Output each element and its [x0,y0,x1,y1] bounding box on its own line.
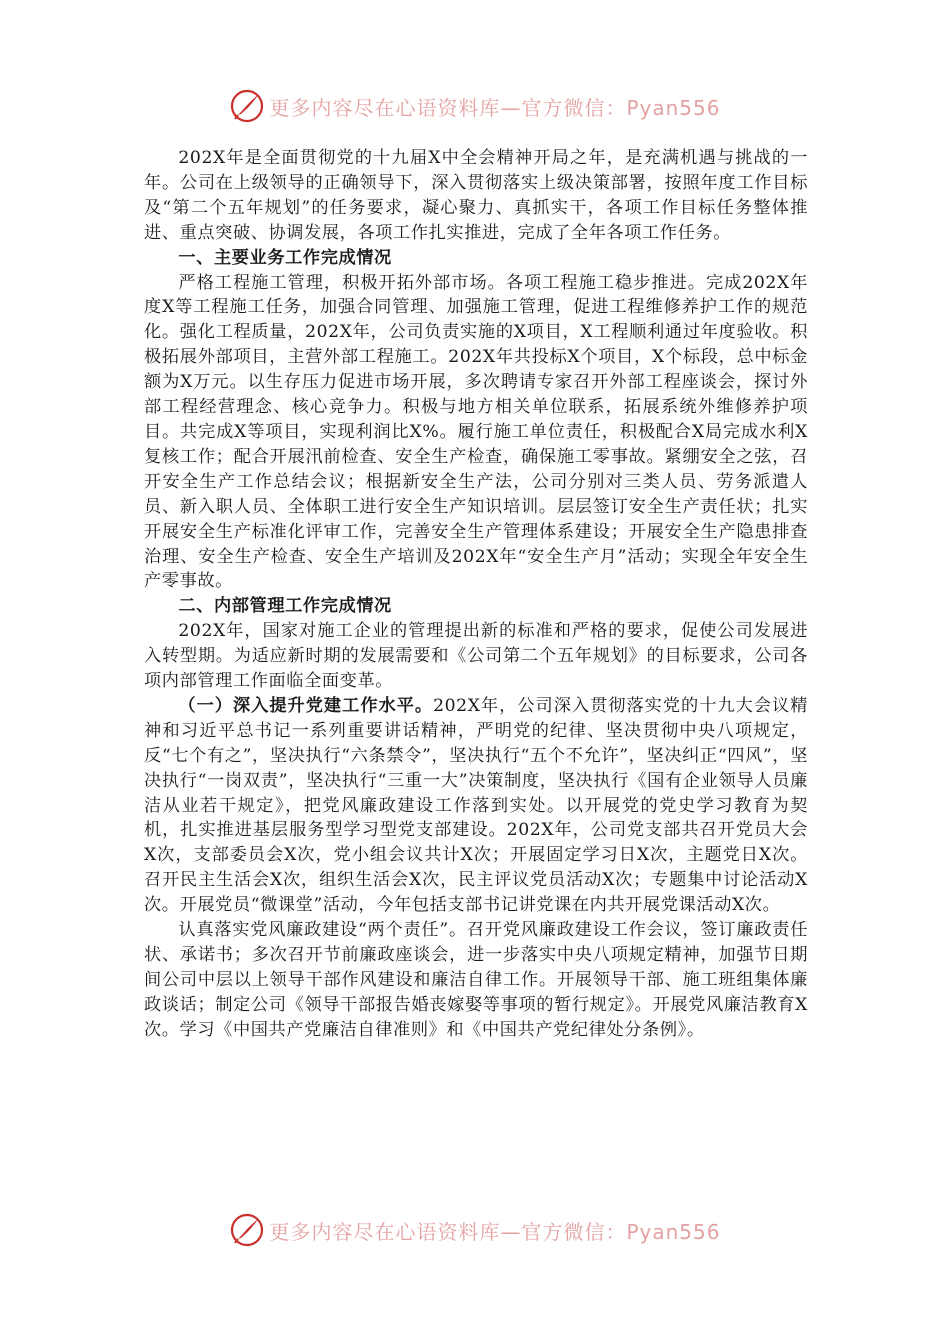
intro-paragraph: 202X年是全面贯彻党的十九届X中全会精神开局之年，是充满机遇与挑战的一年。公司在上级领导的正确领导下，深入贯彻落实上级决策部署，按照年度工作目标及“第二个五年规划”的任务要求，凝心聚力、真抓实干，各项工作目标任务整体推进、重点突破、协调发展，各项工作扎实推进，完成了全年各项工作任务。 [144,148,808,243]
header-banner [0,86,950,126]
header-banner-text: 更多内容尽在心语资料库—官方微信：Pyan556 [269,95,721,120]
footer-banner-text: 更多内容尽在心语资料库—官方微信：Pyan556 [269,1219,721,1244]
document-body [144,146,808,1043]
party-building-title: （一）深入提升党建工作水平。 [178,695,434,716]
section1-paragraph: 严格工程施工管理，积极开拓外部市场。各项工程施工稳步推进。完成202X年度X等工程施工任务，加强合同管理、加强施工管理，促进工程维修养护工作的规范化。强化工程质量，202X年，公司负责实施的X项目，X工程顺利通过年度验收。积极拓展外部项目，主营外部工程施工。202X年共投标X个项目，X个标段，总中标金额为X万元。以生存压力促进市场开展，多次聘请专家召开外部工程座谈会，探讨外部工程经营理念、核心竞争力。积极与地方相关单位联系，拓展系统外维修养护项目。共完成X等项目，实现利润比X%。履行施工单位责任，积极配合X局完成水利X复核工作；配合开展汛前检查、安全生产检查，确保施工零事故。紧绷安全之弦，召开安全生产工作总结会议；根据新安全生产法，公司分别对三类人员、劳务派遣人员、新入职人员、全体职工进行安全生产知识培训。层层签订安全生产责任状；扎实开展安全生产标准化评审工作，完善安全生产管理体系建设；开展安全生产隐患排查治理、安全生产检查、安全生产培训及202X年“安全生产月”活动；实现全年安全生产零事故。 [144,272,808,592]
quill-logo-icon [229,88,265,124]
party-building-text: 202X年，公司深入贯彻落实党的十九大会议精神和习近平总书记一系列重要讲话精神，严明党的纪律、坚决贯彻中央八项规定，反“七个有之”，坚决执行“六条禁令”，坚决执行“五个不允许”，坚决纠正“四风”，坚决执行“一岗双责”，坚决执行“三重一大”决策制度，坚决执行《国有企业领导人员廉洁从业若干规定》，把党风廉政建设工作落到实处。以开展党的党史学习教育为契机，扎实推进基层服务型学习型党支部建设。202X年，公司党支部共召开党员大会X次，支部委员会X次，党小组会议共计X次；开展固定学习日X次，主题党日X次。召开民主生活会X次，组织生活会X次，民主评议党员活动X次；专题集中讨论活动X次。开展党员“微课堂”活动，今年包括支部书记讲党课在内共开展党课活动X次。 [144,695,808,916]
section2-intro-paragraph: 202X年，国家对施工企业的管理提出新的标准和严格的要求，促使公司发展进入转型期。为适应新时期的发展需要和《公司第二个五年规划》的目标要求，公司各项内部管理工作面临全面变革。 [144,621,808,692]
anticorruption-paragraph: 认真落实党风廉政建设“两个责任”。召开党风廉政建设工作会议，签订廉政责任状、承诺书；多次召开节前廉政座谈会，进一步落实中央八项规定精神，加强节日期间公司中层以上领导干部作风建设和廉洁自律工作。开展领导干部、施工班组集体廉政谈话；制定公司《领导干部报告婚丧嫁娶等事项的暂行规定》。开展党风廉洁教育X次。学习《中国共产党廉洁自律准则》和《中国共产党纪律处分条例》。 [144,920,808,1040]
section1-heading: 一、主要业务工作完成情况 [178,247,392,268]
footer-banner [0,1210,950,1250]
party-building-paragraph [144,694,808,918]
section2-heading: 二、内部管理工作完成情况 [178,596,392,617]
quill-logo-icon [229,1212,265,1248]
